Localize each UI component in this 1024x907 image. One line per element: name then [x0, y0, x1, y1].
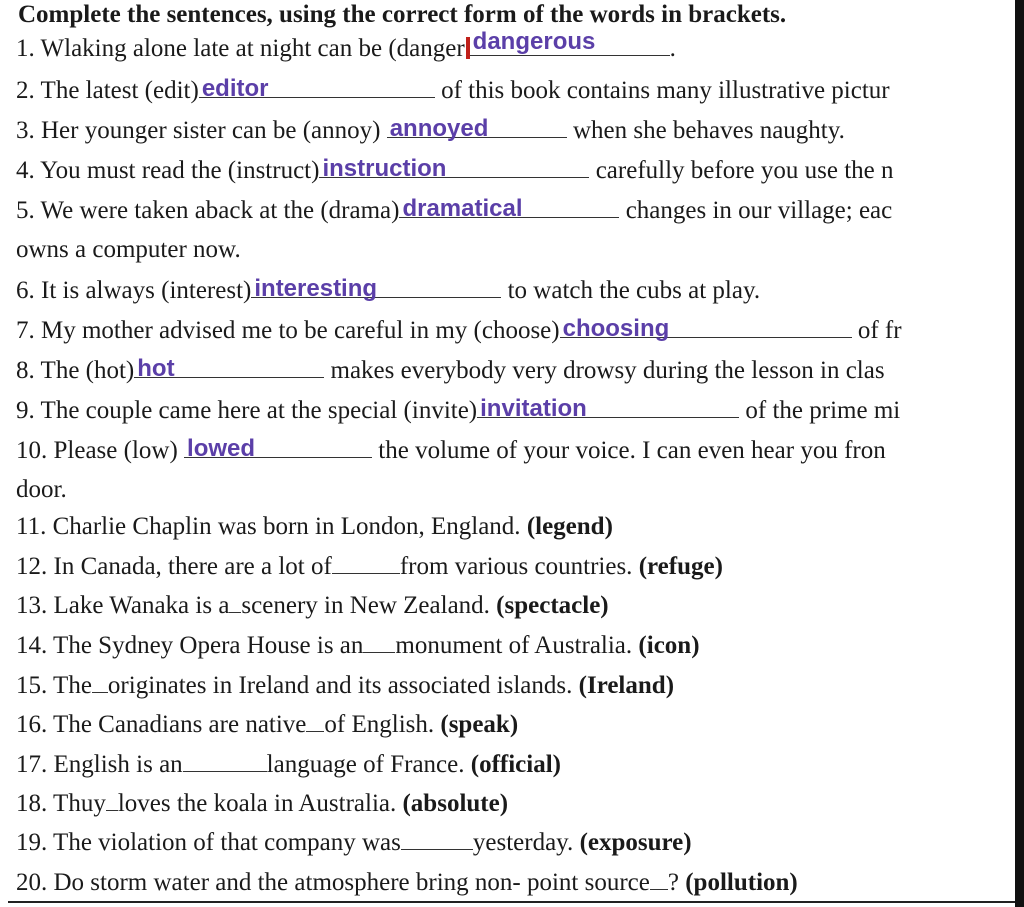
word-hint-20: (pollution)	[685, 869, 798, 896]
answer-blank-5[interactable]	[399, 195, 619, 222]
sentence-5-continued: owns a computer now.	[16, 236, 241, 263]
answer-4: instruction	[322, 155, 447, 182]
sentence-9: 9. The couple came here at the special (invite) invitation of the prime mi	[16, 395, 901, 424]
answer-blank-9[interactable]	[477, 395, 739, 422]
bottom-border	[8, 901, 1015, 903]
word-hint-16: (speak)	[440, 711, 519, 738]
answer-blank-6[interactable]	[251, 275, 501, 302]
answer-blank-2[interactable]	[199, 75, 435, 102]
answer-blank-8[interactable]	[134, 355, 324, 382]
answer-blank-7[interactable]	[560, 315, 852, 342]
sentence-3: 3. Her younger sister can be (annoy) annoyed when she behaves naughty.	[16, 115, 845, 144]
sentence-5: 5. We were taken aback at the (drama) dramatical changes in our village; eac	[16, 195, 893, 224]
sentence-2: 2. The latest (edit) editor of this book contains many illustrative pictur	[16, 75, 890, 104]
answer-blank-4[interactable]	[319, 155, 589, 182]
answer-blank-10[interactable]	[184, 435, 372, 462]
answer-blank-3[interactable]	[387, 115, 567, 142]
exercise-19: 19. The violation of that company was yesterday. (exposure)	[16, 829, 692, 856]
blank-12[interactable]	[332, 553, 400, 574]
sentence-7: 7. My mother advised me to be careful in my (choose) choosing of fr	[16, 315, 902, 344]
blank-18[interactable]	[106, 790, 118, 811]
answer-blank-1[interactable]	[470, 28, 670, 56]
blank-13[interactable]	[229, 592, 241, 613]
answer-1: dangerous	[472, 28, 596, 55]
right-edge-bar	[1015, 0, 1024, 907]
exercise-13: 13. Lake Wanaka is a scenery in New Zealand. (spectacle)	[16, 592, 609, 619]
worksheet-title: Complete the sentences, using the correct form of the words in brackets.	[18, 1, 787, 28]
sentence-10: 10. Please (low) lowed the volume of your voice. I can even hear you fron	[16, 435, 886, 464]
exercise-12: 12. In Canada, there are a lot of from various countries. (refuge)	[16, 553, 723, 580]
word-hint-18: (absolute)	[402, 790, 509, 817]
sentence-10-continued: door.	[16, 476, 67, 503]
exercise-16: 16. The Canadians are native of English. (speak)	[16, 711, 519, 738]
exercise-17: 17. English is an language of France. (official)	[16, 751, 561, 778]
exercise-18: 18. Thuy loves the koala in Australia. (absolute)	[16, 790, 509, 817]
answer-7: choosing	[562, 315, 670, 342]
answer-8: hot	[137, 355, 175, 382]
sentence-1: 1. Wlaking alone late at night can be (danger dangerous .	[16, 28, 676, 62]
answer-9: invitation	[480, 395, 587, 422]
sentence-8: 8. The (hot) hot makes everybody very drowsy during the lesson in clas	[16, 355, 885, 384]
answer-5: dramatical	[402, 195, 523, 222]
blank-20[interactable]	[650, 869, 668, 890]
blank-19[interactable]	[401, 829, 473, 850]
word-hint-19: (exposure)	[579, 829, 692, 856]
word-hint-15: (Ireland)	[578, 672, 675, 699]
exercise-11: 11. Charlie Chaplin was born in London, England. (legend)	[16, 513, 613, 540]
blank-14[interactable]	[363, 632, 395, 653]
word-hint-14: (icon)	[638, 632, 700, 659]
answer-2: editor	[201, 75, 269, 102]
answer-6: interesting	[254, 275, 378, 302]
exercise-14: 14. The Sydney Opera House is an monument of Australia. (icon)	[16, 632, 700, 659]
blank-16[interactable]	[306, 711, 324, 732]
word-hint-11: (legend)	[526, 513, 613, 540]
answer-3: annoyed	[389, 115, 489, 142]
word-hint-12: (refuge)	[638, 553, 723, 580]
word-hint-13: (spectacle)	[496, 592, 609, 619]
word-hint-17: (official)	[470, 751, 561, 778]
blank-17[interactable]	[183, 751, 267, 772]
worksheet	[14, 0, 1015, 907]
sentence-6: 6. It is always (interest) interesting to watch the cubs at play.	[16, 275, 761, 304]
blank-15[interactable]	[92, 672, 108, 693]
sentence-4: 4. You must read the (instruct) instruction carefully before you use the n	[16, 155, 894, 184]
answer-10: lowed	[187, 435, 256, 462]
exercise-15: 15. The originates in Ireland and its associated islands. (Ireland)	[16, 672, 675, 699]
exercise-20: 20. Do storm water and the atmosphere bring non- point source ? (pollution)	[16, 869, 798, 896]
